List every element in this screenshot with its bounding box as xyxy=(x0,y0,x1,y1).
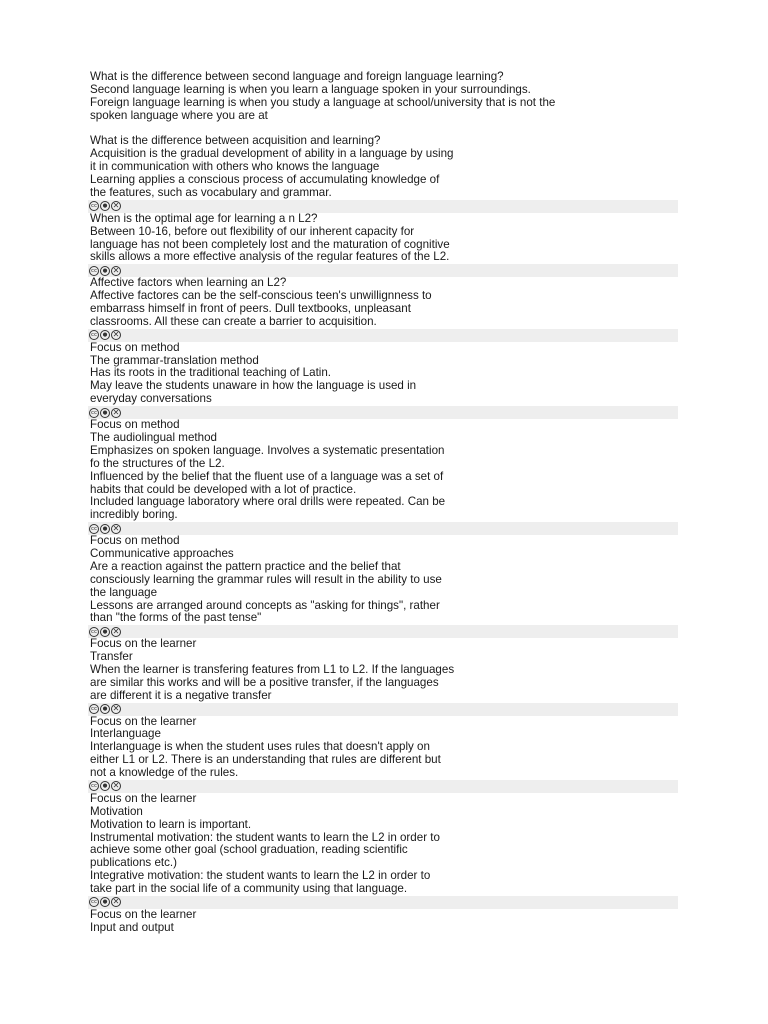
text-line: the features, such as vocabulary and grammar. xyxy=(90,186,332,200)
text-line: habits that could be developed with a lot of practice. xyxy=(90,482,357,496)
question-line: What is the difference between acquisition and learning? xyxy=(90,134,381,148)
text-line: than "the forms of the past tense" xyxy=(90,611,262,625)
x-license-icon: ✕ xyxy=(112,897,120,907)
text-line: it in communication with others who knows the language xyxy=(90,160,380,174)
text-line: incredibly boring. xyxy=(90,508,178,522)
cc-license-icon: cc xyxy=(90,525,98,532)
text-line: the language xyxy=(90,585,158,599)
text-line: Influenced by the belief that the fluent use of a language was a set of xyxy=(90,469,444,483)
x-license-icon: ✕ xyxy=(112,781,120,791)
text-line: everyday conversations xyxy=(90,392,212,406)
cc-license-icon: cc xyxy=(90,783,98,790)
license-strip xyxy=(88,780,678,793)
question-line: What is the difference between second language and foreign language learning? xyxy=(90,70,504,83)
by-nc-license-icon: ● xyxy=(100,201,110,211)
text-line: Affective factores can be the self-conscious teen's unwillignness to xyxy=(90,289,432,303)
license-strip xyxy=(88,200,678,213)
text-line: Lessons are arranged around concepts as "asking for things", rather xyxy=(90,598,440,612)
text-line: Integrative motivation: the student wants to learn the L2 in order to xyxy=(90,869,431,883)
text-line: Motivation xyxy=(90,804,143,818)
text-line: spoken language where you are at xyxy=(90,108,268,122)
text-line: either L1 or L2. There is an understanding that rules are different but xyxy=(90,753,441,767)
cc-license-icon: cc xyxy=(90,267,98,274)
x-license-icon: ✕ xyxy=(112,265,120,275)
question-line: Focus on the learner xyxy=(90,637,197,651)
x-license-icon: ✕ xyxy=(112,201,120,211)
text-line: embarrass himself in front of peers. Dull textbooks, unpleasant xyxy=(90,302,411,316)
x-license-icon: ✕ xyxy=(112,626,120,636)
license-strip xyxy=(88,703,678,716)
x-license-icon: ✕ xyxy=(112,523,120,533)
text-line: take part in the social life of a community using that language. xyxy=(90,882,408,896)
by-nc-license-icon: ● xyxy=(100,897,110,907)
text-line: Transfer xyxy=(90,650,133,664)
question-line: When is the optimal age for learning a n L2? xyxy=(90,211,318,225)
by-nc-license-icon: ● xyxy=(100,408,110,418)
text-line: Second language learning is when you learn a language spoken in your surroundings. xyxy=(90,82,531,96)
question-line: Focus on the learner xyxy=(90,714,197,728)
x-license-icon: ✕ xyxy=(112,330,120,340)
text-line: language has not been completely lost and the maturation of cognitive xyxy=(90,237,450,251)
cc-license-icon: cc xyxy=(90,409,98,416)
text-line: Interlanguage is when the student uses rules that doesn't apply on xyxy=(90,740,430,754)
text-line: May leave the students unaware in how the language is used in xyxy=(90,379,417,393)
license-strip xyxy=(88,896,678,909)
by-nc-license-icon: ● xyxy=(100,266,110,276)
by-nc-license-icon: ● xyxy=(100,704,110,714)
text-line: are different it is a negative transfer xyxy=(90,688,272,702)
cc-license-icon: cc xyxy=(90,899,98,906)
cc-license-icon: cc xyxy=(90,332,98,339)
text-line: consciously learning the grammar rules will result in the ability to use xyxy=(90,572,442,586)
question-line: Focus on the learner xyxy=(90,907,197,921)
x-license-icon: ✕ xyxy=(112,704,120,714)
license-strip xyxy=(88,329,678,342)
text-line: Motivation to learn is important. xyxy=(90,817,252,831)
question-line: Focus on method xyxy=(90,340,180,354)
text-line: fo the structures of the L2. xyxy=(90,456,225,470)
by-nc-license-icon: ● xyxy=(100,781,110,791)
text-line: Instrumental motivation: the student wants to learn the L2 in order to xyxy=(90,830,440,844)
x-license-icon: ✕ xyxy=(112,407,120,417)
text-line: classrooms. All these can create a barrier to acquisition. xyxy=(90,314,377,328)
question-line: Focus on method xyxy=(90,418,180,432)
text-line: publications etc.) xyxy=(90,856,177,870)
text-line: Between 10-16, before out flexibility of our inherent capacity for xyxy=(90,224,415,238)
question-line: Focus on the learner xyxy=(90,791,197,805)
text-line: The grammar-translation method xyxy=(90,353,259,367)
text-line: are similar this works and will be a positive transfer, if the languages xyxy=(90,675,439,689)
text-line: Interlanguage xyxy=(90,727,161,741)
question-line: Focus on method xyxy=(90,534,180,548)
text-line: achieve some other goal (school graduation, reading scientific xyxy=(90,843,408,857)
text-line: Foreign language learning is when you study a language at school/university that is not the xyxy=(90,95,556,109)
text-line: Are a reaction against the pattern practice and the belief that xyxy=(90,559,401,573)
text-line: Emphasizes on spoken language. Involves a systematic presentation xyxy=(90,443,445,457)
by-nc-license-icon: ● xyxy=(100,627,110,637)
text-line: Included language laboratory where oral drills were repeated. Can be xyxy=(90,495,446,509)
text-line: skills allows a more effective analysis of the regular features of the L2. xyxy=(90,250,450,264)
text-line: Input and output xyxy=(90,920,174,934)
document-page xyxy=(90,71,678,935)
text-line: Communicative approaches xyxy=(90,546,234,560)
by-nc-license-icon: ● xyxy=(100,330,110,340)
text-line: The audiolingual method xyxy=(90,430,217,444)
text-line: Acquisition is the gradual development of ability in a language by using xyxy=(90,147,454,161)
text-line: Has its roots in the traditional teaching of Latin. xyxy=(90,366,332,380)
cc-license-icon: cc xyxy=(90,203,98,210)
question-line: Affective factors when learning an L2? xyxy=(90,276,287,290)
cc-license-icon: cc xyxy=(90,706,98,713)
text-line: not a knowledge of the rules. xyxy=(90,766,239,780)
by-nc-license-icon: ● xyxy=(100,524,110,534)
cc-license-icon: cc xyxy=(90,628,98,635)
text-line: Learning applies a conscious process of accumulating knowledge of xyxy=(90,173,440,187)
text-line: When the learner is transfering features from L1 to L2. If the languages xyxy=(90,662,455,676)
